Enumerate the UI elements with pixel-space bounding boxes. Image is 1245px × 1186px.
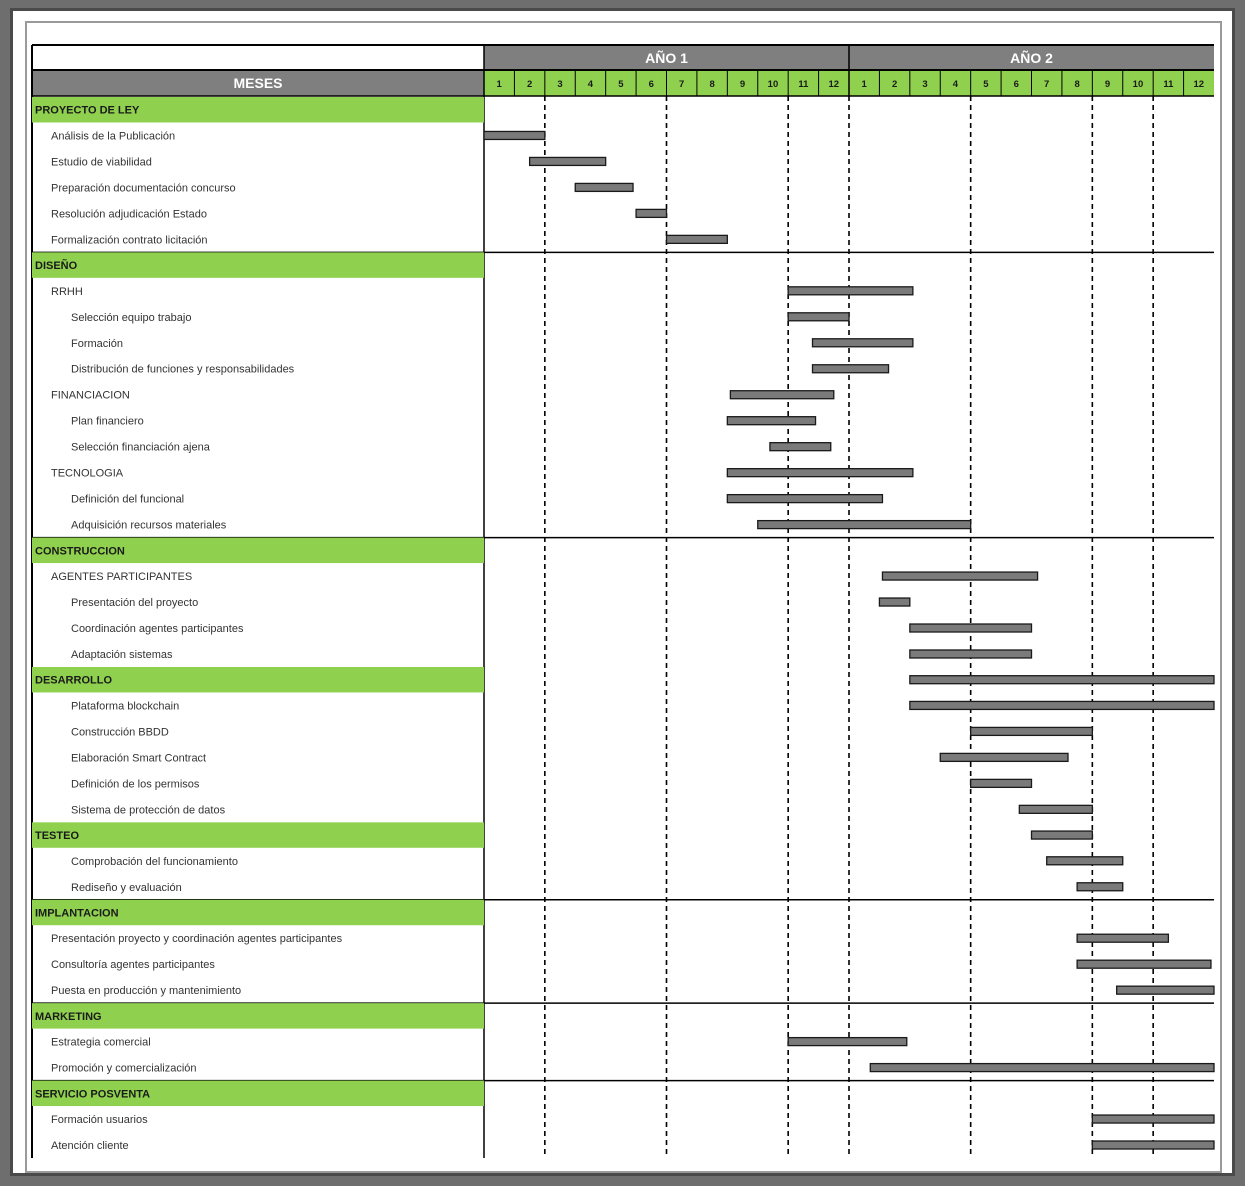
section-label: PROYECTO DE LEY (35, 104, 140, 117)
gantt-bar (575, 183, 633, 191)
section-label: DISEÑO (35, 260, 78, 273)
month-tick-label: 1 (861, 79, 867, 90)
section-label: MARKETING (35, 1010, 102, 1023)
month-tick-label: 12 (828, 79, 840, 90)
gantt-bar (530, 157, 606, 165)
task-label: Plan financiero (71, 415, 144, 428)
gantt-bar (910, 650, 1032, 658)
task-label: RRHH (51, 285, 83, 298)
month-tick-label: 1 (496, 79, 502, 90)
task-label: Definición del funcional (71, 493, 185, 506)
month-tick-label: 10 (767, 79, 779, 90)
task-label: Presentación proyecto y coordinación agentes participantes (51, 933, 343, 946)
task-label: Construcción BBDD (71, 726, 169, 739)
month-tick-label: 3 (557, 79, 563, 90)
section-label: IMPLANTACION (35, 907, 119, 920)
month-tick-label: 6 (1013, 79, 1019, 90)
gantt-bar (667, 235, 728, 243)
section-header-cell (32, 822, 484, 847)
month-tick-label: 11 (1163, 79, 1174, 90)
task-label: TECNOLOGIA (51, 467, 124, 480)
gantt-bar (882, 572, 1037, 580)
task-label: FINANCIACION (51, 389, 130, 402)
gantt-bar (1047, 857, 1123, 865)
task-label: Formación usuarios (51, 1114, 148, 1127)
gantt-bar (813, 339, 913, 347)
gantt-bar (971, 727, 1093, 735)
task-label: Preparación documentación concurso (51, 182, 236, 195)
gantt-bar (727, 469, 913, 477)
task-label: Formalización contrato licitación (51, 234, 208, 247)
month-tick-label: 9 (1104, 79, 1111, 90)
task-label: Selección equipo trabajo (71, 311, 192, 324)
gantt-bar (727, 495, 882, 503)
gantt-bar (1092, 1141, 1214, 1149)
task-label: Comprobación del funcionamiento (71, 855, 238, 868)
gantt-bar (727, 417, 815, 425)
gantt-bar (1092, 1115, 1214, 1123)
gantt-bar (1019, 805, 1092, 813)
task-label: Rediseño y evaluación (71, 881, 182, 894)
month-tick-label: 8 (709, 79, 715, 90)
gantt-bar (971, 779, 1032, 787)
task-label: Selección financiación ajena (71, 441, 210, 454)
task-label: Plataforma blockchain (71, 700, 180, 713)
section-header-cell (32, 252, 484, 277)
section-label: CONSTRUCCION (35, 545, 125, 558)
gantt-bar (770, 443, 831, 451)
month-tick-label: 5 (983, 79, 989, 90)
task-label: Puesta en producción y mantenimiento (51, 985, 242, 998)
gantt-bar (788, 287, 913, 295)
header-blank-cell (32, 45, 484, 70)
task-label: Estudio de viabilidad (51, 156, 152, 169)
month-tick-label: 8 (1074, 79, 1080, 90)
month-tick-label: 5 (618, 79, 624, 90)
gantt-bar (879, 598, 909, 606)
gantt-bar (730, 391, 833, 399)
meses-header-label: MESES (233, 75, 283, 91)
gantt-bar (1077, 960, 1211, 968)
gantt-bar (1032, 831, 1093, 839)
task-label: Estrategia comercial (51, 1036, 151, 1049)
month-tick-label: 11 (798, 79, 809, 90)
task-label: Consultoría agentes participantes (51, 959, 215, 972)
section-label: TESTEO (35, 830, 80, 843)
gantt-bar (813, 365, 889, 373)
gantt-bar (788, 313, 849, 321)
task-label: Formación (71, 337, 123, 350)
gantt-bar (788, 1038, 907, 1046)
task-label: AGENTES PARTICIPANTES (51, 571, 193, 584)
month-tick-label: 7 (1044, 79, 1050, 90)
month-tick-label: 10 (1132, 79, 1144, 90)
task-label: Análisis de la Publicación (51, 130, 176, 143)
month-tick-label: 12 (1193, 79, 1205, 90)
month-tick-label: 9 (739, 79, 746, 90)
task-label: Promoción y comercialización (51, 1062, 197, 1075)
task-label: Adaptación sistemas (71, 648, 173, 661)
month-tick-label: 4 (952, 79, 959, 90)
year-header-label: AÑO 2 (1010, 50, 1053, 66)
gantt-bar (870, 1064, 1214, 1072)
task-label: Sistema de protección de datos (71, 804, 226, 817)
gantt-bar (1117, 986, 1214, 994)
task-label: Presentación del proyecto (71, 597, 199, 610)
gantt-bar (484, 131, 545, 139)
gantt-bar (1077, 883, 1123, 891)
gantt-bar (940, 753, 1068, 761)
task-label: Atención cliente (51, 1140, 129, 1153)
section-label: SERVICIO POSVENTA (35, 1088, 151, 1101)
month-tick-label: 6 (648, 79, 654, 90)
gantt-bar (910, 676, 1214, 684)
gantt-bar (758, 521, 971, 529)
month-tick-label: 4 (587, 79, 594, 90)
gantt-bar (910, 624, 1032, 632)
month-tick-label: 2 (891, 79, 898, 90)
task-label: Resolución adjudicación Estado (51, 208, 207, 221)
gantt-bar (1077, 934, 1168, 942)
section-label: DESARROLLO (35, 674, 112, 687)
task-label: Elaboración Smart Contract (71, 752, 207, 765)
task-label: Distribución de funciones y responsabilidades (71, 363, 295, 376)
year-header-label: AÑO 1 (645, 50, 688, 66)
task-label: Definición de los permisos (71, 778, 200, 791)
gantt-bar (636, 209, 666, 217)
task-label: Adquisición recursos materiales (71, 519, 227, 532)
month-tick-label: 7 (679, 79, 685, 90)
task-label: Coordinación agentes participantes (71, 623, 244, 636)
month-tick-label: 2 (526, 79, 533, 90)
month-tick-label: 3 (922, 79, 928, 90)
gantt-bar (910, 701, 1214, 709)
